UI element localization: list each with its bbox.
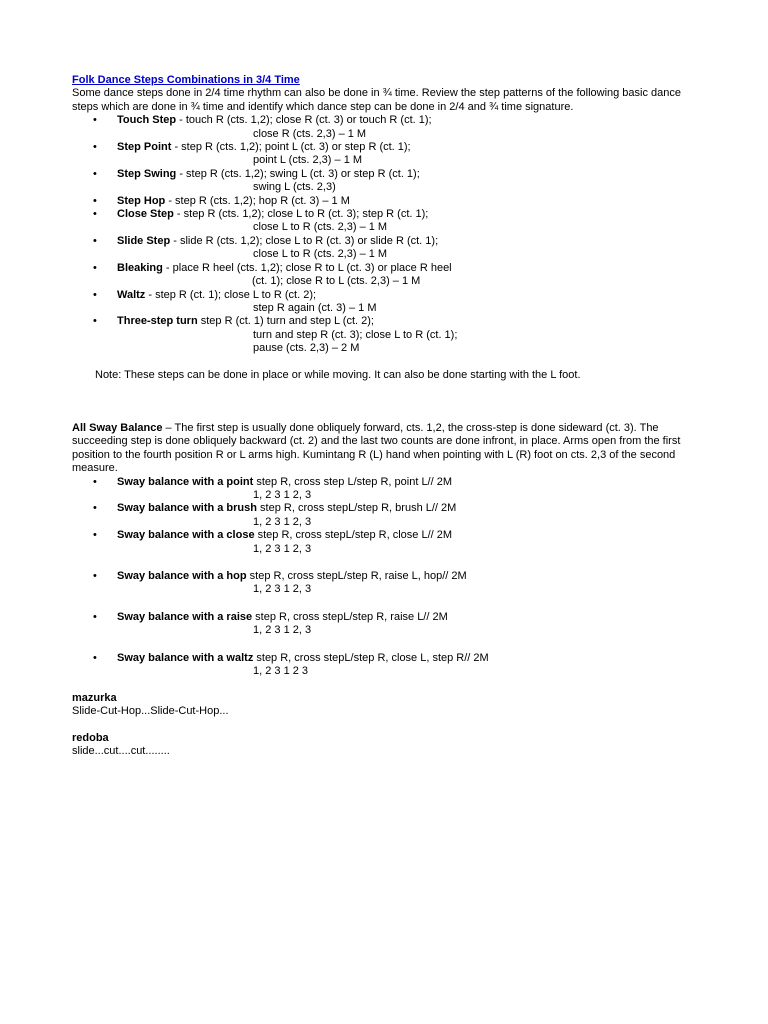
step-continuation: swing L (cts. 2,3) <box>253 181 336 194</box>
step-name: Slide Step <box>117 234 171 247</box>
spacer <box>72 719 682 732</box>
step-name: Three-step turn <box>117 315 198 328</box>
step-continuation: (ct. 1); close R to L (cts. 2,3) – 1 M <box>252 275 421 288</box>
bullet-icon: • <box>93 475 97 488</box>
section1-note: Note: These steps can be done in place or while moving. It can also be done starting with the L foot. <box>95 368 581 381</box>
list-item <box>72 315 682 355</box>
sway-description: step R, cross stepL/step R, raise L, hop// 2M <box>246 570 467 582</box>
sway-counts: 1, 2 3 1 2, 3 <box>253 624 312 637</box>
spacer <box>72 678 682 691</box>
bullet-icon: • <box>93 529 97 542</box>
sway-counts: 1, 2 3 1 2, 3 <box>253 583 312 596</box>
sway-description: step R, cross stepL/step R, close L// 2M <box>254 529 453 542</box>
sway-name: Sway balance with a point <box>117 475 254 488</box>
step-continuation: close L to R (cts. 2,3) – 1 M <box>253 248 388 261</box>
list-item <box>72 114 682 141</box>
step-description: - step R (cts. 1,2); swing L (ct. 3) or step R (ct. 1); <box>176 167 420 180</box>
sway-name: Sway balance with a brush <box>117 502 257 515</box>
sway-name: Sway balance with a close <box>117 529 255 542</box>
dance-steps-list <box>72 114 682 355</box>
bullet-icon: • <box>93 114 97 127</box>
step-name: Waltz <box>117 288 146 301</box>
list-item <box>72 652 682 679</box>
spacer <box>72 638 682 652</box>
redoba-text: slide...cut....cut........ <box>72 745 170 758</box>
sway-name: Sway balance with a raise <box>117 610 253 623</box>
sway-description: step R, cross step L/step R, point L// 2M <box>253 475 453 488</box>
step-continuation: close L to R (cts. 2,3) – 1 M <box>253 221 388 234</box>
step-name: Touch Step <box>117 114 177 127</box>
list-item <box>72 262 682 289</box>
step-name: Step Swing <box>117 167 177 180</box>
step-description: step R (ct. 1) turn and step L (ct. 2); <box>197 315 374 328</box>
step-continuation: close R (cts. 2,3) – 1 M <box>253 127 367 140</box>
sway-counts: 1, 2 3 1 2, 3 <box>253 515 312 528</box>
list-item <box>72 570 682 597</box>
bullet-icon: • <box>93 208 97 221</box>
bullet-icon: • <box>93 167 97 180</box>
section2-title: All Sway Balance <box>72 421 163 434</box>
document-body <box>72 74 682 759</box>
list-item <box>72 208 682 235</box>
bullet-icon: • <box>93 570 97 582</box>
bullet-icon: • <box>93 234 97 247</box>
step-description: - place R heel (cts. 1,2); close R to L (ct. 3) or place R heel <box>162 261 452 274</box>
bullet-icon: • <box>93 194 97 207</box>
step-continuation: pause (cts. 2,3) – 2 M <box>253 342 360 355</box>
sway-description: step R, cross stepL/step R, brush L// 2M <box>257 502 457 515</box>
spacer <box>72 382 682 422</box>
bullet-icon: • <box>93 610 97 623</box>
step-name: Step Hop <box>117 194 166 207</box>
bullet-icon: • <box>93 261 97 274</box>
list-item <box>72 235 682 262</box>
bullet-icon: • <box>93 288 97 301</box>
sway-counts: 1, 2 3 1 2, 3 <box>253 542 312 555</box>
list-item <box>72 289 682 316</box>
spacer <box>72 556 682 570</box>
bullet-icon: • <box>93 502 97 515</box>
spacer <box>72 597 682 611</box>
sway-name: Sway balance with a hop <box>117 570 247 582</box>
list-item <box>72 141 682 168</box>
step-description: - step R (cts. 1,2); point L (ct. 3) or step R (ct. 1); <box>171 141 411 154</box>
mazurka-title: mazurka <box>72 691 117 704</box>
step-name: Bleaking <box>117 261 163 274</box>
section2-intro-paragraph <box>72 422 682 476</box>
sway-description: step R, cross stepL/step R, close L, step R// 2M <box>253 651 489 664</box>
bullet-icon: • <box>93 141 97 154</box>
step-description: - touch R (cts. 1,2); close R (ct. 3) or touch R (ct. 1); <box>176 114 432 127</box>
step-continuation: turn and step R (ct. 3); close L to R (ct. 1); <box>253 328 458 341</box>
section2-intro: – The first step is usually done obliquely forward, cts. 1,2, the cross-step is done sideward (ct. 3). The succeeding step is done obliquely backward (ct. 2) and the last two counts are done infront, in place. Arms open from the first position to the fourth position R or L arms high. Kumintang R (L) hand when pointing with L (R) foot on cts. 2,3 of the second measure. <box>72 421 681 475</box>
step-name: Step Point <box>117 141 172 154</box>
sway-name: Sway balance with a waltz <box>117 651 254 664</box>
section1-title[interactable]: Folk Dance Steps Combinations in 3/4 Time <box>72 74 300 86</box>
step-continuation: step R again (ct. 3) – 1 M <box>253 301 377 314</box>
step-continuation: point L (cts. 2,3) – 1 M <box>253 154 363 167</box>
list-item <box>72 611 682 638</box>
sway-counts: 1, 2 3 1 2, 3 <box>253 488 312 501</box>
list-item <box>72 529 682 556</box>
sway-balance-list <box>72 476 682 679</box>
redoba-heading <box>72 732 682 745</box>
step-description: - step R (cts. 1,2); hop R (ct. 3) – 1 M <box>165 194 350 207</box>
list-item <box>72 168 682 195</box>
list-item <box>72 195 682 208</box>
bullet-icon: • <box>93 651 97 664</box>
list-item <box>72 476 682 503</box>
step-description: - step R (cts. 1,2); close L to R (ct. 3); step R (ct. 1); <box>173 208 429 221</box>
step-description: - slide R (cts. 1,2); close L to R (ct. 3) or slide R (ct. 1); <box>170 234 439 247</box>
mazurka-heading <box>72 692 682 705</box>
bullet-icon: • <box>93 315 97 328</box>
mazurka-text: Slide-Cut-Hop...Slide-Cut-Hop... <box>72 705 229 718</box>
sway-counts: 1, 2 3 1 2 3 <box>253 665 309 678</box>
list-item <box>72 502 682 529</box>
sway-description: step R, cross stepL/step R, raise L// 2M <box>252 610 448 623</box>
step-description: - step R (ct. 1); close L to R (ct. 2); <box>145 288 317 301</box>
step-name: Close Step <box>117 208 174 221</box>
section1-intro: Some dance steps done in 2/4 time rhythm can also be done in ¾ time. Review the step patterns of the following basic dance steps which are done in ¾ time and identify which dance step can be done in 2/4 and ¾ time signature. <box>72 87 682 113</box>
redoba-title: redoba <box>72 732 109 745</box>
